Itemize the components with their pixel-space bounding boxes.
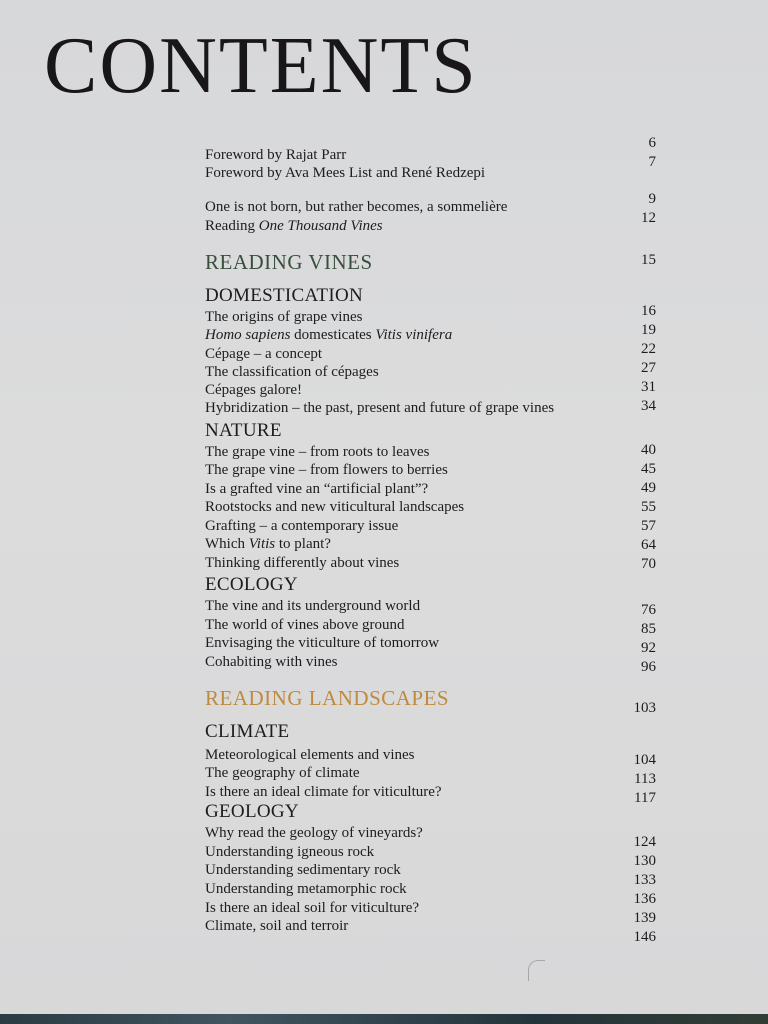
entry-page: 34	[641, 398, 656, 414]
entry-page: 146	[633, 929, 656, 945]
toc-entry	[205, 764, 657, 782]
toc-entry	[205, 517, 657, 535]
entry-page: 19	[641, 322, 656, 338]
entry-page: 16	[641, 303, 656, 319]
section-title: NATURE	[205, 420, 282, 441]
entry-title: Thinking differently about vines	[205, 555, 400, 571]
entry-title: Cépage – a concept	[205, 346, 323, 362]
page-title: CONTENTS	[44, 22, 478, 110]
toc-entry	[205, 498, 657, 516]
entry-page: 96	[641, 659, 656, 675]
entry-page: 31	[641, 379, 656, 395]
toc-entry	[205, 326, 657, 344]
entry-title: The origins of grape vines	[205, 309, 363, 325]
entry-title: Envisaging the viticulture of tomorrow	[205, 635, 440, 651]
toc-entry	[205, 443, 657, 461]
entry-title: The vine and its underground world	[205, 598, 421, 614]
paper-crease	[528, 960, 545, 981]
entry-title: Cépages galore!	[205, 382, 303, 398]
section-title: DOMESTICATION	[205, 285, 364, 306]
entry-title: The grape vine – from roots to leaves	[205, 444, 430, 460]
section-title: CLIMATE	[205, 721, 290, 742]
entry-page: 64	[641, 537, 656, 553]
toc-entry	[205, 480, 657, 498]
section-heading	[205, 723, 657, 745]
toc-entry	[205, 783, 657, 801]
entry-title: Reading One Thousand Vines	[205, 218, 383, 234]
entry-title: Foreword by Ava Mees List and René Redzepi	[205, 165, 486, 181]
entry-title: The geography of climate	[205, 765, 360, 781]
entry-title: The world of vines above ground	[205, 617, 405, 633]
toc-entry	[205, 535, 657, 553]
entry-title: The classification of cépages	[205, 364, 379, 380]
entry-page: 104	[633, 752, 656, 768]
entry-title: Cohabiting with vines	[205, 654, 338, 670]
entry-page: 76	[641, 602, 656, 618]
toc-entry	[205, 146, 657, 164]
entry-title: Foreword by Rajat Parr	[205, 147, 347, 163]
entry-page: 70	[641, 556, 656, 572]
entry-page: 130	[633, 853, 656, 869]
part-heading	[205, 686, 657, 713]
entry-title: Grafting – a contemporary issue	[205, 518, 399, 534]
toc-entry	[205, 899, 657, 917]
part-title: READING VINES	[205, 250, 373, 274]
entry-title: The grape vine – from flowers to berries	[205, 462, 448, 478]
entry-title: Climate, soil and terroir	[205, 918, 349, 934]
entry-title: Homo sapiens domesticates Vitis vinifera	[205, 327, 453, 343]
entry-page: 103	[633, 700, 656, 716]
entry-title: Understanding metamorphic rock	[205, 881, 407, 897]
entry-page: 136	[633, 891, 656, 907]
toc-entry	[205, 843, 657, 861]
toc-entry	[205, 653, 657, 671]
toc-entry	[205, 880, 657, 898]
section-heading	[205, 803, 657, 825]
toc-entry	[205, 861, 657, 879]
entry-title: Which Vitis to plant?	[205, 536, 331, 552]
entry-page: 27	[641, 360, 656, 376]
entry-title: Meteorological elements and vines	[205, 747, 415, 763]
entry-page: 49	[641, 480, 656, 496]
toc-entry	[205, 363, 657, 381]
toc-entry	[205, 917, 657, 935]
entry-page: 55	[641, 499, 656, 515]
toc-entry	[205, 308, 657, 326]
entry-title: One is not born, but rather becomes, a sommelière	[205, 199, 508, 215]
toc-entry	[205, 345, 657, 363]
section-heading	[205, 576, 657, 598]
entry-page: 124	[633, 834, 656, 850]
entry-page: 9	[648, 191, 656, 207]
toc-entry	[205, 746, 657, 764]
toc-entry	[205, 399, 657, 417]
book-cover-edge	[0, 1014, 768, 1024]
entry-title: Understanding sedimentary rock	[205, 862, 401, 878]
entry-title: Is there an ideal soil for viticulture?	[205, 900, 420, 916]
entry-page: 15	[641, 252, 656, 268]
toc-entry	[205, 217, 657, 235]
part-heading	[205, 250, 657, 277]
toc-entry	[205, 597, 657, 615]
entry-title: Hybridization – the past, present and future of grape vines	[205, 400, 555, 416]
entry-page: 92	[641, 640, 656, 656]
toc-entry	[205, 461, 657, 479]
entry-title: Why read the geology of vineyards?	[205, 825, 423, 841]
toc-entry	[205, 824, 657, 842]
entry-page: 7	[648, 154, 656, 170]
toc-entry	[205, 554, 657, 572]
part-title: READING LANDSCAPES	[205, 686, 450, 710]
section-title: ECOLOGY	[205, 574, 298, 595]
entry-page: 45	[641, 461, 656, 477]
toc-entry	[205, 634, 657, 652]
entry-page: 22	[641, 341, 656, 357]
entry-page: 113	[634, 771, 656, 787]
toc-entry	[205, 198, 657, 216]
entry-page: 57	[641, 518, 656, 534]
entry-page: 12	[641, 210, 656, 226]
toc-entry	[205, 164, 657, 182]
entry-page: 139	[633, 910, 656, 926]
entry-title: Rootstocks and new viticultural landscapes	[205, 499, 465, 515]
entry-title: Is there an ideal climate for viticulture?	[205, 784, 442, 800]
section-heading	[205, 287, 657, 309]
toc-entry	[205, 616, 657, 634]
entry-page: 85	[641, 621, 656, 637]
entry-page: 6	[648, 135, 656, 151]
entry-page: 40	[641, 442, 656, 458]
toc-entry	[205, 381, 657, 399]
entry-page: 133	[633, 872, 656, 888]
entry-page: 117	[634, 790, 656, 806]
entry-title: Is a grafted vine an “artificial plant”?	[205, 481, 429, 497]
section-heading	[205, 422, 657, 444]
entry-title: Understanding igneous rock	[205, 844, 375, 860]
section-title: GEOLOGY	[205, 801, 299, 822]
